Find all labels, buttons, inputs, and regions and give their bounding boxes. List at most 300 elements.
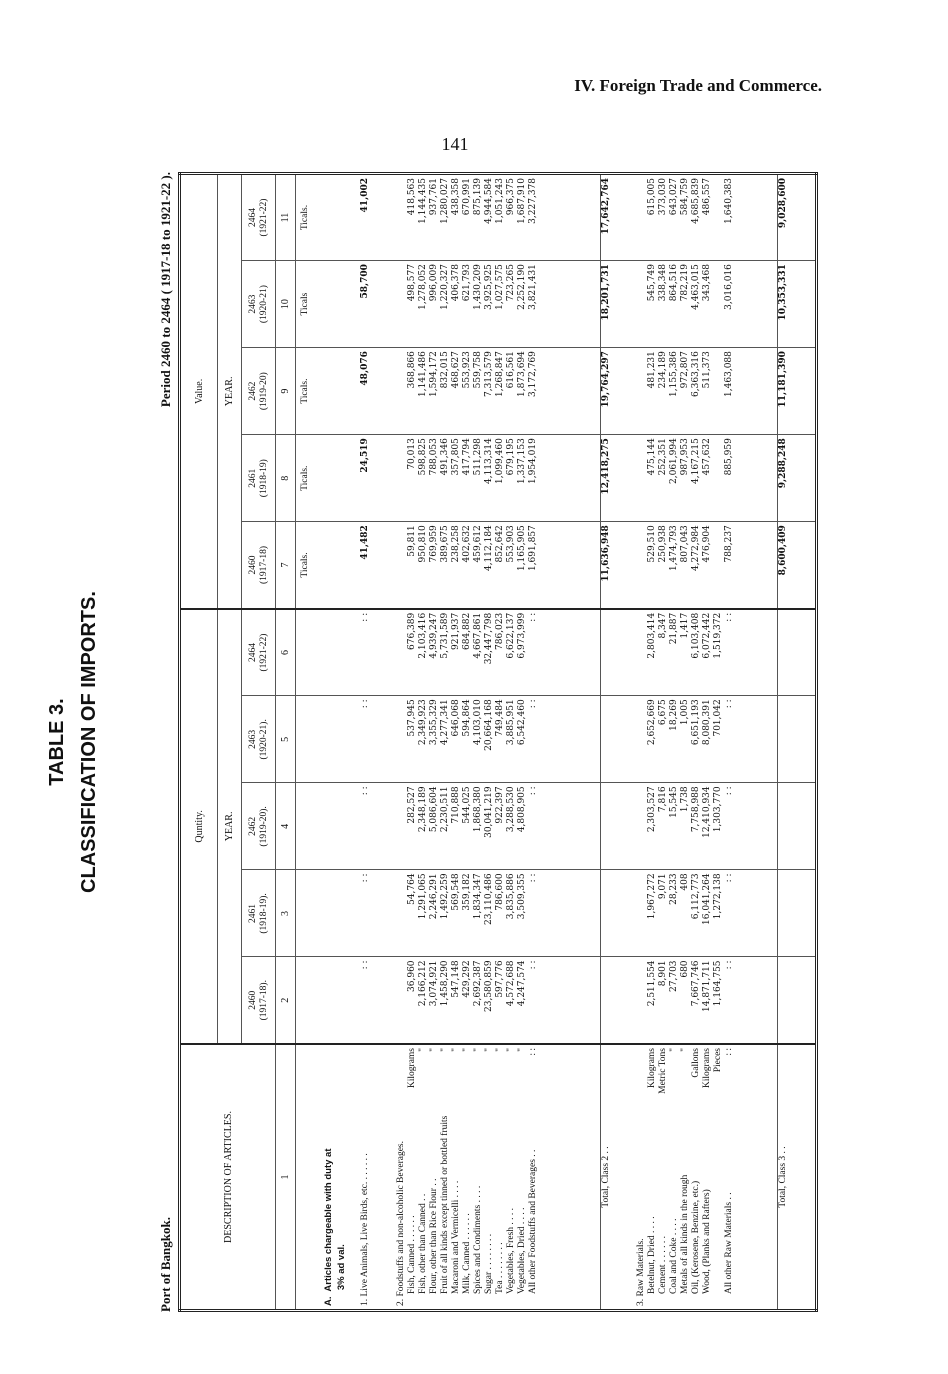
cell-line: 511,373 xyxy=(701,351,712,389)
value-year-col: 2461 (1918-19) xyxy=(242,435,276,522)
value-cell xyxy=(314,261,361,348)
item-unit: " xyxy=(668,1048,679,1052)
item-name: All other Raw Materials . . xyxy=(723,1192,734,1294)
cell-line: 987,953 xyxy=(679,438,690,476)
value-cell xyxy=(314,435,361,522)
cell-line: 1,834,347 xyxy=(473,873,483,920)
cell-line: 359,182 xyxy=(462,873,472,911)
cell-line: 1,691,857 xyxy=(528,525,538,572)
cell-line: 4,667,861 xyxy=(473,612,483,659)
cell-line: 1,268,847 xyxy=(495,351,505,397)
cell-line: 20,664,168 xyxy=(484,699,494,751)
value-cell xyxy=(392,261,601,348)
cell-line: 670,991 xyxy=(462,178,472,216)
value-cell: 41,002 xyxy=(360,174,392,261)
class2-item-label xyxy=(473,1048,484,1306)
quantity-cell xyxy=(807,783,817,870)
cell-line: : : xyxy=(723,699,734,709)
value-cell: 12,418,275 xyxy=(601,435,630,522)
cell-line: 5,731,589 xyxy=(440,612,450,659)
item-name: Metals of all kinds in the rough xyxy=(679,1174,690,1294)
cell-line: 4,167,215 xyxy=(690,438,701,484)
cell-line: 6,363,316 xyxy=(690,351,701,397)
cell-line: 18,269 xyxy=(668,699,679,731)
quantity-cell xyxy=(601,609,630,696)
class2-item-label xyxy=(484,1048,495,1306)
page-number: 141 xyxy=(441,134,469,154)
cell-line: 343,468 xyxy=(701,264,712,302)
value-header: Value. xyxy=(180,174,218,609)
blank-cell xyxy=(296,696,314,783)
cell-line: 6,675 xyxy=(657,699,668,726)
blank-cell xyxy=(296,957,314,1044)
quantity-cell xyxy=(314,696,361,783)
item-unit: Kilograms xyxy=(646,1048,657,1089)
item-name: Vegetables, Fresh . . . . xyxy=(506,1207,516,1294)
cell-line: 6,651,193 xyxy=(690,699,701,746)
quantity-cell xyxy=(314,783,361,870)
value-cell: 41,482 xyxy=(360,522,392,609)
value-cell xyxy=(807,435,817,522)
quantity-cell xyxy=(601,696,630,783)
cell-line: 16,041,264 xyxy=(701,873,712,925)
cell-line: 1,687,910 xyxy=(517,178,527,224)
column-number: 8 xyxy=(276,435,296,522)
cell-line: 852,642 xyxy=(495,525,505,563)
column-number: 10 xyxy=(276,261,296,348)
cell-line: 2,103,416 xyxy=(418,612,428,659)
quantity-cell xyxy=(777,783,806,870)
cell-line: 8,080,391 xyxy=(701,699,712,746)
value-year-col: 2464 (1921-22) xyxy=(242,174,276,261)
cell-line: : : xyxy=(528,960,538,970)
cell-line: 1,051,243 xyxy=(495,178,505,224)
cell-line xyxy=(396,264,407,344)
quantity-cell xyxy=(777,696,806,783)
cell-line: 3,885,951 xyxy=(506,699,516,746)
value-cell: 9,288,248 xyxy=(777,435,806,522)
cell-line: 4,808,905 xyxy=(517,786,527,833)
cell-line: 491,346 xyxy=(440,438,450,476)
class2-item-label xyxy=(517,1048,528,1306)
cell-line: 7,667,746 xyxy=(690,960,701,1007)
cell-line: 885,959 xyxy=(723,438,734,476)
cell-line: 553,923 xyxy=(462,351,472,389)
cell-line: 418,563 xyxy=(407,178,417,216)
item-unit: Gallons xyxy=(690,1048,701,1078)
cell-line: 922,397 xyxy=(495,786,505,824)
quantity-year-col: 2460 (1917-18). xyxy=(242,957,276,1044)
cell-line: 788,053 xyxy=(429,438,439,476)
cell-line: 1,463,088 xyxy=(723,351,734,397)
class2-description xyxy=(392,1044,601,1311)
cell-line xyxy=(396,438,407,518)
cell-line: 4,685,839 xyxy=(690,178,701,224)
cell-line: 21,887 xyxy=(668,612,679,645)
cell-line: 238,258 xyxy=(451,525,461,563)
cell-line: 676,389 xyxy=(407,612,417,650)
value-cell: 11,636,948 xyxy=(601,522,630,609)
cell-line: 4,272,984 xyxy=(690,525,701,572)
quantity-cell xyxy=(630,696,777,783)
cell-line: 1,954,019 xyxy=(528,438,538,484)
cell-line: 597,776 xyxy=(495,960,505,998)
cell-line: 417,794 xyxy=(462,438,472,476)
cell-line: 1,594,172 xyxy=(429,351,439,397)
quantity-year-col: 2462 (1919-20). xyxy=(242,783,276,870)
cell-line: : : xyxy=(723,960,734,970)
column-number: 4 xyxy=(276,783,296,870)
cell-line: 807,043 xyxy=(679,525,690,563)
quantity-cell xyxy=(314,609,361,696)
value-cell xyxy=(807,174,817,261)
item-unit: " xyxy=(679,1048,690,1052)
cell-line: 368,866 xyxy=(407,351,417,389)
cell-line xyxy=(396,960,407,1040)
cell-line: 30,041,219 xyxy=(484,786,494,838)
cell-line: 373,030 xyxy=(657,178,668,216)
quantity-cell: : : xyxy=(360,957,392,1044)
cell-line: 3,074,921 xyxy=(429,960,439,1007)
cell-line: 4,113,314 xyxy=(484,438,494,484)
cell-line: 15,545 xyxy=(668,786,679,818)
cell-line: 476,904 xyxy=(701,525,712,563)
cell-line: 4,112,184 xyxy=(484,525,494,572)
quantity-cell xyxy=(314,870,361,957)
cell-line: 1,474,793 xyxy=(668,525,679,572)
cell-line: 643,027 xyxy=(668,178,679,216)
class2-total-row xyxy=(601,174,630,1311)
cell-line: 36,960 xyxy=(407,960,417,992)
cell-line: 3,172,769 xyxy=(528,351,538,397)
cell-line: 1,141,486 xyxy=(418,351,428,397)
cell-line xyxy=(396,525,407,605)
cell-line: 70,013 xyxy=(407,438,417,470)
value-cell: 17,642,764 xyxy=(601,174,630,261)
cell-line xyxy=(636,351,647,431)
quantity-cell xyxy=(392,696,601,783)
cell-line: 1,291,065 xyxy=(418,873,428,920)
cell-line: 3,227,378 xyxy=(528,178,538,224)
cell-line: : : xyxy=(723,873,734,883)
column-number: 7 xyxy=(276,522,296,609)
item-unit: : : xyxy=(723,1048,734,1056)
ticals-label: Ticals. xyxy=(296,522,314,609)
cell-line: 3,509,355 xyxy=(517,873,527,920)
cell-line: 1,164,755 xyxy=(712,960,723,1007)
cell-line: : : xyxy=(528,873,538,883)
class2-item-label xyxy=(440,1048,451,1306)
cell-line: 864,516 xyxy=(668,264,679,302)
live-animals-row xyxy=(360,174,392,1311)
quantity-cell xyxy=(807,696,817,783)
section-a-heading: A. Articles chargeable with duty at 3% ad val. xyxy=(314,1044,361,1311)
cell-line: 2,803,414 xyxy=(646,612,657,659)
cell-line: 1,492,259 xyxy=(440,873,450,920)
class3-heading: 3. Raw Materials. xyxy=(635,1238,646,1306)
quantity-cell xyxy=(630,783,777,870)
item-name: Betelnut, Dried . . . . xyxy=(646,1216,657,1294)
cell-line: 529,510 xyxy=(646,525,657,563)
cell-line: 594,864 xyxy=(462,699,472,737)
quantity-cell xyxy=(807,957,817,1044)
cell-line: 2,652,669 xyxy=(646,699,657,746)
cell-line: 3,925,925 xyxy=(484,264,494,310)
value-cell xyxy=(314,174,361,261)
cell-line xyxy=(636,873,647,953)
cell-line: 749,484 xyxy=(495,699,505,737)
cell-line xyxy=(636,264,647,344)
cell-line: 569,548 xyxy=(451,873,461,911)
cell-line: 28,233 xyxy=(668,873,679,905)
item-unit: " xyxy=(517,1048,527,1052)
cell-line: 338,348 xyxy=(657,264,668,302)
cell-line: 468,627 xyxy=(451,351,461,389)
cell-line: 486,557 xyxy=(701,178,712,216)
cell-line: 547,148 xyxy=(451,960,461,998)
cell-line: 9,071 xyxy=(657,873,668,900)
item-unit: " xyxy=(462,1048,472,1052)
cell-line xyxy=(636,960,647,1040)
quantity-cell xyxy=(630,609,777,696)
cell-line: 6,973,999 xyxy=(517,612,527,659)
cell-line: 23,110,486 xyxy=(484,873,494,925)
class2-total-label: Total, Class 2 . . xyxy=(601,1044,630,1311)
class2-item-label xyxy=(418,1048,429,1306)
cell-line: 12,410,934 xyxy=(701,786,712,838)
cell-line: 402,632 xyxy=(462,525,472,563)
cell-line xyxy=(636,786,647,866)
cell-line: 406,378 xyxy=(451,264,461,302)
class3-item-label xyxy=(691,1048,702,1306)
quantity-cell xyxy=(777,957,806,1044)
quantity-year-col: 2463 (1920-21). xyxy=(242,696,276,783)
class2-heading: 2. Foodstuffs and non-alcoholic Beverages. xyxy=(396,1141,406,1306)
item-name: Vegetables, Dried . . . . xyxy=(517,1207,527,1294)
cell-line: 3,821,431 xyxy=(528,264,538,310)
quantity-cell: : : xyxy=(360,696,392,783)
item-name: Fish, Canned . . . . . . xyxy=(407,1215,417,1294)
cell-line: 710,888 xyxy=(451,786,461,824)
item-name: Wood, (Planks and Rafters) xyxy=(701,1189,712,1294)
cell-line: 786,600 xyxy=(495,873,505,911)
item-name: Milk, Canned . . . . . . xyxy=(462,1213,472,1294)
cell-line: 4,463,015 xyxy=(690,264,701,310)
item-unit: Kilograms xyxy=(407,1048,417,1089)
filler-row xyxy=(807,174,817,1311)
quantity-cell xyxy=(392,957,601,1044)
column-number: 1 xyxy=(276,1044,296,1311)
item-unit: " xyxy=(506,1048,516,1052)
cell-line: 234,189 xyxy=(657,351,668,389)
cell-line xyxy=(396,699,407,779)
cell-line: 1,738 xyxy=(679,786,690,813)
value-cell xyxy=(392,435,601,522)
quantity-cell xyxy=(807,870,817,957)
cell-line: 54,764 xyxy=(407,873,417,905)
cell-line: 832,015 xyxy=(440,351,450,389)
cell-line: 14,871,711 xyxy=(701,960,712,1012)
item-name: Spices and Condiments . . . . xyxy=(473,1185,483,1294)
quantity-cell xyxy=(392,870,601,957)
class2-item-label xyxy=(495,1048,506,1306)
quantity-cell: : : xyxy=(360,870,392,957)
cell-line: 615,005 xyxy=(646,178,657,216)
item-unit: Kilograms xyxy=(701,1048,712,1089)
cell-line: 646,068 xyxy=(451,699,461,737)
cell-line: 23,580,859 xyxy=(484,960,494,1012)
value-year-col: 2462 (1919-20) xyxy=(242,348,276,435)
cell-line: : : xyxy=(723,786,734,796)
cell-line: 544,025 xyxy=(462,786,472,824)
item-unit: : : xyxy=(528,1048,538,1056)
class2-rows xyxy=(392,174,601,1311)
class3-rows xyxy=(630,174,777,1311)
item-name: Flour, other than Rice Flour . . xyxy=(429,1178,439,1294)
class3-item-label xyxy=(702,1048,713,1306)
item-name: Sugar . . . . . . . . xyxy=(484,1233,494,1294)
cell-line: 723,265 xyxy=(506,264,516,302)
cell-line: 1,337,153 xyxy=(517,438,527,484)
cell-line: 788,237 xyxy=(723,525,734,563)
item-unit: Pieces xyxy=(712,1048,723,1073)
cell-line xyxy=(396,613,407,693)
cell-line: 782,219 xyxy=(679,264,690,302)
ticals-label: Ticals xyxy=(296,261,314,348)
column-number: 2 xyxy=(276,957,296,1044)
cell-line: 972,807 xyxy=(679,351,690,389)
column-number: 11 xyxy=(276,174,296,261)
cell-line: 1,005 xyxy=(679,699,690,726)
cell-line: 252,351 xyxy=(657,438,668,476)
cell-line: 6,103,408 xyxy=(690,612,701,659)
class3-item-label xyxy=(713,1048,724,1306)
cell-line: 8,901 xyxy=(657,960,668,987)
cell-line: 584,759 xyxy=(679,178,690,216)
quantity-year-col: 2461 (1918-19). xyxy=(242,870,276,957)
value-cell xyxy=(392,348,601,435)
cell-line: 937,761 xyxy=(429,178,439,216)
item-name: Tea . . . . . . . . xyxy=(495,1242,505,1294)
cell-line: 1,280,027 xyxy=(440,178,450,224)
value-cell xyxy=(314,348,361,435)
value-cell: 11,181,390 xyxy=(777,348,806,435)
quantity-cell xyxy=(777,870,806,957)
ticals-label: Ticals. xyxy=(296,348,314,435)
cell-line: 6,542,460 xyxy=(517,699,527,746)
table-title: CLASSIFICATION OF IMPORTS. xyxy=(78,591,100,893)
class2-item-label xyxy=(506,1048,517,1306)
value-cell: 10,353,331 xyxy=(777,261,806,348)
cell-line: 559,758 xyxy=(473,351,483,389)
column-number: 5 xyxy=(276,696,296,783)
cell-line: 4,247,574 xyxy=(517,960,527,1007)
cell-line: : : xyxy=(528,699,538,709)
cell-line xyxy=(713,178,724,257)
cell-line xyxy=(713,438,724,518)
quantity-cell xyxy=(392,783,601,870)
cell-line: 250,938 xyxy=(657,525,668,563)
cell-line: 3,835,886 xyxy=(506,873,516,920)
quantity-cell: : : xyxy=(360,609,392,696)
cell-line: 6,112,773 xyxy=(690,873,701,920)
quantity-cell xyxy=(601,870,630,957)
value-cell xyxy=(807,348,817,435)
cell-line: 537,945 xyxy=(407,699,417,737)
quantity-cell xyxy=(630,957,777,1044)
cell-line: 481,231 xyxy=(646,351,657,389)
cell-line: 680 xyxy=(679,960,690,978)
cell-line xyxy=(636,438,647,518)
value-cell xyxy=(392,522,601,609)
section-header: IV. Foreign Trade and Commerce. xyxy=(574,76,822,95)
desc-header: DESCRIPTION OF ARTICLES. xyxy=(180,1044,276,1311)
ticals-label: Ticals. xyxy=(296,174,314,261)
cell-line: 459,612 xyxy=(473,525,483,563)
quantity-cell xyxy=(630,870,777,957)
cell-line xyxy=(713,264,724,344)
cell-line: 1,430,209 xyxy=(473,264,483,310)
quantity-header: Quntity. xyxy=(180,609,218,1044)
item-name: All other Foodstuffs and Beverages . . xyxy=(528,1149,538,1294)
item-unit: " xyxy=(484,1048,494,1052)
item-name: Fruit of all kinds except tinned or bottled fruits xyxy=(440,1115,450,1294)
class2-item-label xyxy=(429,1048,440,1306)
cell-line: 6,622,137 xyxy=(506,612,516,659)
cell-line: 59,811 xyxy=(407,525,417,557)
cell-line: 4,277,341 xyxy=(440,699,450,746)
class3-item-label xyxy=(669,1048,680,1306)
class3-total-label: Total, Class 3 . . xyxy=(777,1044,806,1311)
cell-line: : : xyxy=(528,612,538,622)
value-year-header: YEAR. xyxy=(218,174,242,609)
quantity-cell xyxy=(392,609,601,696)
cell-line: 2,246,291 xyxy=(429,873,439,920)
cell-line: 2,061,994 xyxy=(668,438,679,484)
cell-line: 7,816 xyxy=(657,786,668,813)
cell-line: 3,288,530 xyxy=(506,786,516,833)
blank-cell xyxy=(807,1044,817,1311)
cell-line: : : xyxy=(723,612,734,622)
value-cell xyxy=(392,174,601,261)
cell-line: 621,793 xyxy=(462,264,472,302)
cell-line: 679,195 xyxy=(506,438,516,476)
cell-line: 1,873,694 xyxy=(517,351,527,397)
cell-line: 616,561 xyxy=(506,351,516,389)
value-cell: 9,028,600 xyxy=(777,174,806,261)
quantity-cell: : : xyxy=(360,783,392,870)
cell-line: 511,298 xyxy=(473,438,483,476)
class3-total-row xyxy=(777,174,806,1311)
cell-line: 769,959 xyxy=(429,525,439,563)
cell-line: 684,882 xyxy=(462,612,472,650)
cell-line: 4,944,584 xyxy=(484,178,494,224)
class2-item-label xyxy=(451,1048,462,1306)
item-name: Oil, (Kerosene, Benzine, etc.) xyxy=(690,1180,701,1294)
cell-line: 2,303,527 xyxy=(646,786,657,833)
cell-line: 1,868,380 xyxy=(473,786,483,833)
table-number: TABLE 3. xyxy=(46,698,68,786)
cell-line xyxy=(713,525,724,605)
quantity-cell xyxy=(601,783,630,870)
item-unit: " xyxy=(495,1048,505,1052)
value-cell: 58,700 xyxy=(360,261,392,348)
cell-line: 1,640,383 xyxy=(723,178,734,224)
blank-cell xyxy=(296,609,314,696)
cell-line xyxy=(396,351,407,431)
section-a-row xyxy=(314,174,361,1311)
cell-line: 3,355,329 xyxy=(429,699,439,746)
